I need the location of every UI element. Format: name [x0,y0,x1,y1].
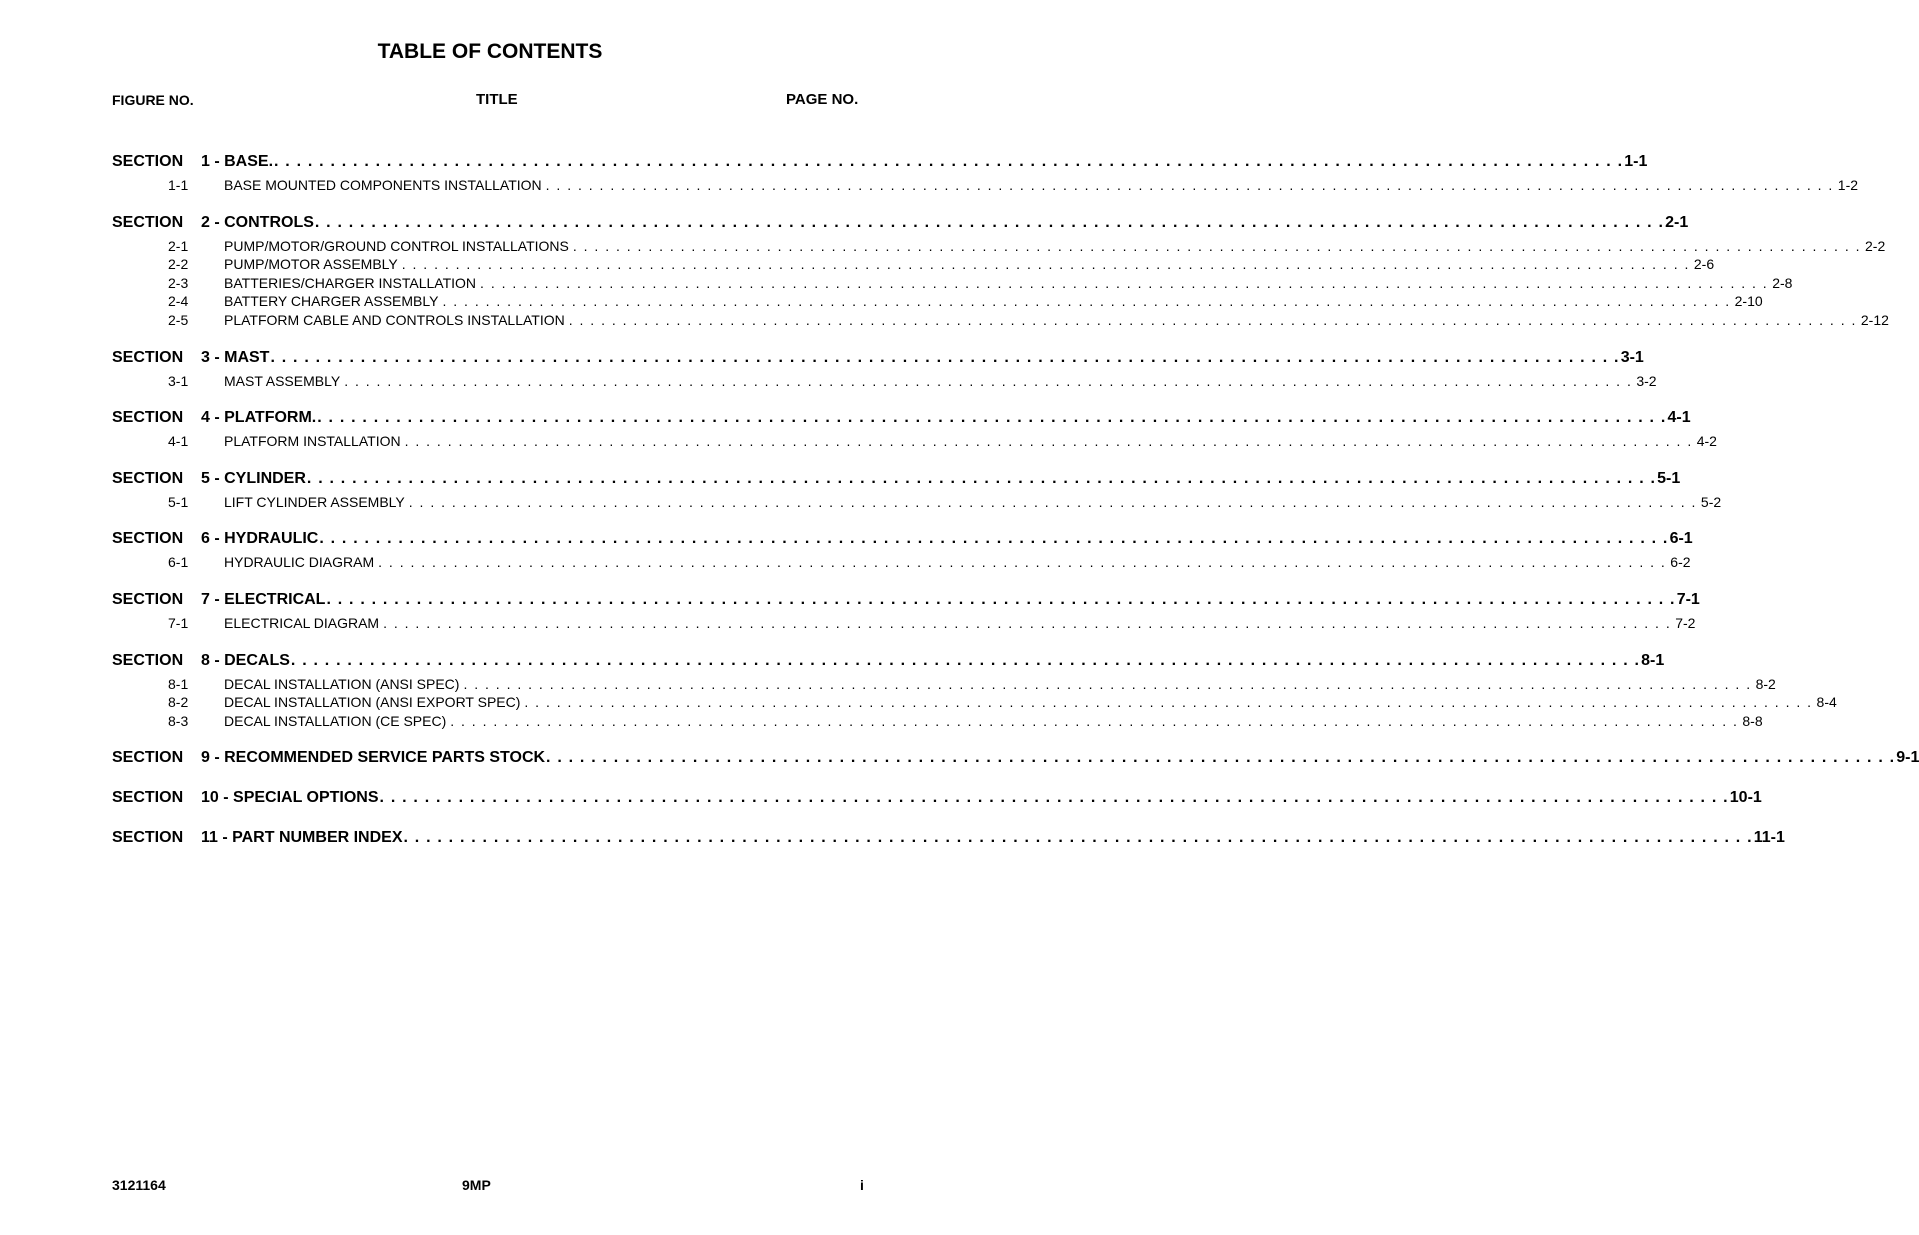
dot-leader: . . . . . . . . . . . . . . . . . . . . . . . . . . . . . . . . . . . . . . . . . . . . . . . . . . . . . . . . . . . . . . . . . . . . . . . . . . . . . . . . . . . . . . . . . . . . . . . . . . . . . . . . . . . . . . . . . . . . . . . . [572,237,1861,254]
figure-title: MAST ASSEMBLY [224,372,341,389]
section-label: SECTION [112,590,184,608]
figure-page-number: 2-6 [1693,256,1715,273]
toc-figure-entry[interactable] [112,693,1837,712]
section-page-number: 5-1 [1657,469,1681,487]
dot-leader: . . . . . . . . . . . . . . . . . . . . . . . . . . . . . . . . . . . . . . . . . . . . . . . . . . . . . . . . . . . . . . . . . . . . . . . . . . . . . . . . . . . . . . . . . . . . . . . . . . . . . . . . . . . . . . . . . . . . . . . . [314,213,1665,231]
figure-page-number: 7-2 [1675,614,1696,631]
toc-section-entry[interactable] [112,649,1665,673]
figure-number: 6-1 [168,554,189,571]
figure-title: PLATFORM CABLE AND CONTROLS INSTALLATION [224,311,565,328]
toc-section-group [112,527,1693,572]
toc-section-group [112,588,1700,633]
footer-model: 9MP [462,1177,491,1193]
dot-leader: . . . . . . . . . . . . . . . . . . . . . . . . . . . . . . . . . . . . . . . . . . . . . . . . . . . . . . . . . . . . . . . . . . . . . . . . . . . . . . . . . . . . . . . . . . . . . . . . . . . . . . . . . . . . . . . . . . . . . . . . [274,153,1624,170]
figure-title: LIFT CYLINDER ASSEMBLY [224,493,405,510]
toc-section-group [112,826,1785,850]
toc-figure-entry[interactable] [112,292,1763,311]
figure-page-number: 2-2 [1865,237,1886,254]
page-title: TABLE OF CONTENTS [377,40,603,63]
figure-number: 4-1 [168,433,189,450]
figure-title: DECAL INSTALLATION (CE SPEC) [224,712,447,729]
figure-page-number: 2-8 [1772,274,1793,291]
figure-page-number: 3-2 [1636,372,1657,389]
section-label: SECTION [112,789,184,807]
toc-figure-entry[interactable] [112,274,1793,293]
section-label: SECTION [112,469,184,487]
dot-leader: . . . . . . . . . . . . . . . . . . . . . . . . . . . . . . . . . . . . . . . . . . . . . . . . . . . . . . . . . . . . . . . . . . . . . . . . . . . . . . . . . . . . . . . . . . . . . . . . . . . . . . . . . . . . . . . . . . . . . . . . [306,469,1657,487]
section-title: 5 - CYLINDER [201,469,306,487]
figure-list [112,432,1717,451]
section-page-number: 11-1 [1753,829,1785,847]
toc-section-group [112,467,1722,512]
toc-figure-entry[interactable] [112,614,1696,633]
section-label: SECTION [112,153,184,170]
footer-document-number: 3121164 [112,1177,166,1193]
section-label: SECTION [112,749,184,767]
figure-list [112,237,1889,330]
figure-page-number: 2-12 [1860,311,1889,328]
figure-list [112,614,1696,633]
section-label: SECTION [112,829,184,847]
toc-section-entry[interactable] [112,588,1700,612]
dot-leader: . . . . . . . . . . . . . . . . . . . . . . . . . . . . . . . . . . . . . . . . . . . . . . . . . . . . . . . . . . . . . . . . . . . . . . . . . . . . . . . . . . . . . . . . . . . . . . . . . . . . . . . . . . . . . . . . . . . . . . . . [568,311,1857,328]
section-label: SECTION [112,409,184,427]
dot-leader: . . . . . . . . . . . . . . . . . . . . . . . . . . . . . . . . . . . . . . . . . . . . . . . . . . . . . . . . . . . . . . . . . . . . . . . . . . . . . . . . . . . . . . . . . . . . . . . . . . . . . . . . . . . . . . . . . . . . . . . . [546,749,1896,767]
toc-section-group [112,406,1717,451]
section-page-number: 9-1 [1896,749,1919,767]
figure-number: 7-1 [168,614,189,631]
figure-page-number: 2-10 [1734,293,1763,310]
dot-leader: . . . . . . . . . . . . . . . . . . . . . . . . . . . . . . . . . . . . . . . . . . . . . . . . . . . . . . . . . . . . . . . . . . . . . . . . . . . . . . . . . . . . . . . . . . . . . . . . . . . . . . . . . . . . . . . . . . . . . . . . [383,614,1672,631]
figure-number: 2-3 [168,274,189,291]
dot-leader: . . . . . . . . . . . . . . . . . . . . . . . . . . . . . . . . . . . . . . . . . . . . . . . . . . . . . . . . . . . . . . . . . . . . . . . . . . . . . . . . . . . . . . . . . . . . . . . . . . . . . . . . . . . . . . . . . . . . . . . . [480,274,1769,291]
figure-title: HYDRAULIC DIAGRAM [224,554,375,571]
toc-section-entry[interactable] [112,406,1691,430]
section-title: 9 - RECOMMENDED SERVICE PARTS STOCK [201,749,546,767]
dot-leader: . . . . . . . . . . . . . . . . . . . . . . . . . . . . . . . . . . . . . . . . . . . . . . . . . . . . . . . . . . . . . . . . . . . . . . . . . . . . . . . . . . . . . . . . . . . . . . . . . . . . . . . . . . . . . . . . . . . . . . . . [270,348,1620,366]
figure-title: BATTERIES/CHARGER INSTALLATION [224,274,477,291]
dot-leader: . . . . . . . . . . . . . . . . . . . . . . . . . . . . . . . . . . . . . . . . . . . . . . . . . . . . . . . . . . . . . . . . . . . . . . . . . . . . . . . . . . . . . . . . . . . . . . . . . . . . . . . . . . . . . . . . . . . . . . . . [401,256,1690,273]
dot-leader: . . . . . . . . . . . . . . . . . . . . . . . . . . . . . . . . . . . . . . . . . . . . . . . . . . . . . . . . . . . . . . . . . . . . . . . . . . . . . . . . . . . . . . . . . . . . . . . . . . . . . . . . . . . . . . . . . . . . . . . . [408,493,1697,510]
figure-title: BASE MOUNTED COMPONENTS INSTALLATION [224,177,542,193]
figure-title: DECAL INSTALLATION (ANSI EXPORT SPEC) [224,694,521,711]
toc-figure-entry[interactable] [112,675,1776,694]
figure-list [112,176,1859,195]
dot-leader: . . . . . . . . . . . . . . . . . . . . . . . . . . . . . . . . . . . . . . . . . . . . . . . . . . . . . . . . . . . . . . . . . . . . . . . . . . . . . . . . . . . . . . . . . . . . . . . . . . . . . . . . . . . . . . . . . . . . . . . . [404,433,1693,450]
toc-figure-entry[interactable] [112,176,1859,195]
dot-leader: . . . . . . . . . . . . . . . . . . . . . . . . . . . . . . . . . . . . . . . . . . . . . . . . . . . . . . . . . . . . . . . . . . . . . . . . . . . . . . . . . . . . . . . . . . . . . . . . . . . . . . . . . . . . . . . . . . . . . . . . [403,829,1753,847]
figure-page-number: 4-2 [1696,433,1717,450]
dot-leader: . . . . . . . . . . . . . . . . . . . . . . . . . . . . . . . . . . . . . . . . . . . . . . . . . . . . . . . . . . . . . . . . . . . . . . . . . . . . . . . . . . . . . . . . . . . . . . . . . . . . . . . . . . . . . . . . . . . . . . . . [319,530,1669,548]
toc-figure-entry[interactable] [112,432,1717,451]
dot-leader: . . . . . . . . . . . . . . . . . . . . . . . . . . . . . . . . . . . . . . . . . . . . . . . . . . . . . . . . . . . . . . . . . . . . . . . . . . . . . . . . . . . . . . . . . . . . . . . . . . . . . . . . . . . . . . . . . . . . . . . . [463,675,1752,692]
toc-section-entry[interactable] [112,746,1919,770]
section-page-number: 1-1 [1624,153,1648,170]
figure-page-number: 8-4 [1816,694,1837,711]
title-header: TITLE [476,91,518,108]
section-label: SECTION [112,213,184,231]
section-label: SECTION [112,530,184,548]
dot-leader: . . . . . . . . . . . . . . . . . . . . . . . . . . . . . . . . . . . . . . . . . . . . . . . . . . . . . . . . . . . . . . . . . . . . . . . . . . . . . . . . . . . . . . . . . . . . . . . . . . . . . . . . . . . . . . . . . . . . . . . . [326,590,1676,608]
section-title: 7 - ELECTRICAL [201,590,326,608]
figure-number: 1-1 [168,177,189,193]
toc-section-entry[interactable] [112,467,1681,491]
toc-section-group [112,786,1762,810]
section-title: 8 - DECALS [201,651,290,669]
figure-title: DECAL INSTALLATION (ANSI SPEC) [224,675,460,692]
section-page-number: 7-1 [1676,590,1700,608]
figure-page-number: 5-2 [1700,493,1722,510]
toc-figure-entry[interactable] [112,712,1763,731]
table-of-contents [112,150,1919,866]
figure-number: 8-2 [168,694,189,711]
figure-number: 8-3 [168,712,189,729]
section-title: 11 - PART NUMBER INDEX [201,829,403,847]
toc-section-group [112,211,1889,330]
toc-section-entry[interactable] [112,346,1644,370]
toc-figure-entry[interactable] [112,553,1691,572]
section-page-number: 8-1 [1641,651,1665,669]
section-title: 1 - BASE. [201,153,274,170]
figure-title: PUMP/MOTOR ASSEMBLY [224,256,398,273]
toc-figure-entry[interactable] [112,311,1889,330]
toc-figure-entry[interactable] [112,255,1715,274]
figure-no-header: FIGURE NO. [112,92,194,108]
toc-figure-entry[interactable] [112,493,1722,512]
figure-list [112,553,1691,572]
figure-page-number: 8-8 [1742,712,1763,729]
figure-list [112,675,1837,731]
figure-number: 8-1 [168,675,189,692]
section-title: 3 - MAST [201,348,270,366]
page-no-header: PAGE NO. [786,91,859,108]
section-label: SECTION [112,651,184,669]
section-title: 4 - PLATFORM. [201,409,317,427]
section-label: SECTION [112,348,184,366]
section-page-number: 6-1 [1669,530,1693,548]
dot-leader: . . . . . . . . . . . . . . . . . . . . . . . . . . . . . . . . . . . . . . . . . . . . . . . . . . . . . . . . . . . . . . . . . . . . . . . . . . . . . . . . . . . . . . . . . . . . . . . . . . . . . . . . . . . . . . . . . . . . . . . . [524,694,1813,711]
dot-leader: . . . . . . . . . . . . . . . . . . . . . . . . . . . . . . . . . . . . . . . . . . . . . . . . . . . . . . . . . . . . . . . . . . . . . . . . . . . . . . . . . . . . . . . . . . . . . . . . . . . . . . . . . . . . . . . . . . . . . . . . [344,372,1633,389]
figure-title: BATTERY CHARGER ASSEMBLY [224,293,439,310]
figure-title: PLATFORM INSTALLATION [224,433,401,450]
dot-leader: . . . . . . . . . . . . . . . . . . . . . . . . . . . . . . . . . . . . . . . . . . . . . . . . . . . . . . . . . . . . . . . . . . . . . . . . . . . . . . . . . . . . . . . . . . . . . . . . . . . . . . . . . . . . . . . . . . . . . . . . [450,712,1739,729]
toc-figure-entry[interactable] [112,237,1886,256]
toc-section-group [112,746,1919,770]
figure-number: 5-1 [168,493,189,510]
toc-section-entry[interactable] [112,527,1693,551]
dot-leader: . . . . . . . . . . . . . . . . . . . . . . . . . . . . . . . . . . . . . . . . . . . . . . . . . . . . . . . . . . . . . . . . . . . . . . . . . . . . . . . . . . . . . . . . . . . . . . . . . . . . . . . . . . . . . . . . . . . . . . . . [442,293,1731,310]
figure-page-number: 1-2 [1837,177,1859,193]
figure-list [112,493,1722,512]
toc-figure-entry[interactable] [112,372,1657,391]
figure-number: 3-1 [168,372,189,389]
figure-title: PUMP/MOTOR/GROUND CONTROL INSTALLATIONS [224,237,569,254]
toc-section-group [112,649,1837,731]
section-title: 6 - HYDRAULIC [201,530,319,548]
figure-list [112,372,1657,391]
section-title: 2 - CONTROLS [201,213,314,231]
figure-page-number: 6-2 [1670,554,1691,571]
dot-leader: . . . . . . . . . . . . . . . . . . . . . . . . . . . . . . . . . . . . . . . . . . . . . . . . . . . . . . . . . . . . . . . . . . . . . . . . . . . . . . . . . . . . . . . . . . . . . . . . . . . . . . . . . . . . . . . . . . . . . . . . [317,409,1667,427]
toc-section-entry[interactable] [112,786,1762,810]
section-page-number: 10-1 [1729,789,1762,807]
toc-section-group [112,150,1859,195]
toc-section-entry[interactable] [112,150,1648,174]
section-page-number: 3-1 [1620,348,1644,366]
toc-section-entry[interactable] [112,211,1689,235]
dot-leader: . . . . . . . . . . . . . . . . . . . . . . . . . . . . . . . . . . . . . . . . . . . . . . . . . . . . . . . . . . . . . . . . . . . . . . . . . . . . . . . . . . . . . . . . . . . . . . . . . . . . . . . . . . . . . . . . . . . . . . . . [378,554,1667,571]
figure-number: 2-2 [168,256,189,273]
dot-leader: . . . . . . . . . . . . . . . . . . . . . . . . . . . . . . . . . . . . . . . . . . . . . . . . . . . . . . . . . . . . . . . . . . . . . . . . . . . . . . . . . . . . . . . . . . . . . . . . . . . . . . . . . . . . . . . . . . . . . . . . [545,177,1834,193]
section-title: 10 - SPECIAL OPTIONS [201,789,379,807]
toc-section-entry[interactable] [112,826,1785,850]
section-page-number: 4-1 [1667,409,1691,427]
figure-title: ELECTRICAL DIAGRAM [224,614,380,631]
toc-section-group [112,346,1657,391]
figure-number: 2-5 [168,311,189,328]
figure-page-number: 8-2 [1755,675,1776,692]
dot-leader: . . . . . . . . . . . . . . . . . . . . . . . . . . . . . . . . . . . . . . . . . . . . . . . . . . . . . . . . . . . . . . . . . . . . . . . . . . . . . . . . . . . . . . . . . . . . . . . . . . . . . . . . . . . . . . . . . . . . . . . . [379,789,1729,807]
figure-number: 2-4 [168,293,189,310]
dot-leader: . . . . . . . . . . . . . . . . . . . . . . . . . . . . . . . . . . . . . . . . . . . . . . . . . . . . . . . . . . . . . . . . . . . . . . . . . . . . . . . . . . . . . . . . . . . . . . . . . . . . . . . . . . . . . . . . . . . . . . . . [290,651,1641,669]
footer-page-number: i [860,1177,864,1193]
section-page-number: 2-1 [1665,213,1689,231]
figure-number: 2-1 [168,237,189,254]
